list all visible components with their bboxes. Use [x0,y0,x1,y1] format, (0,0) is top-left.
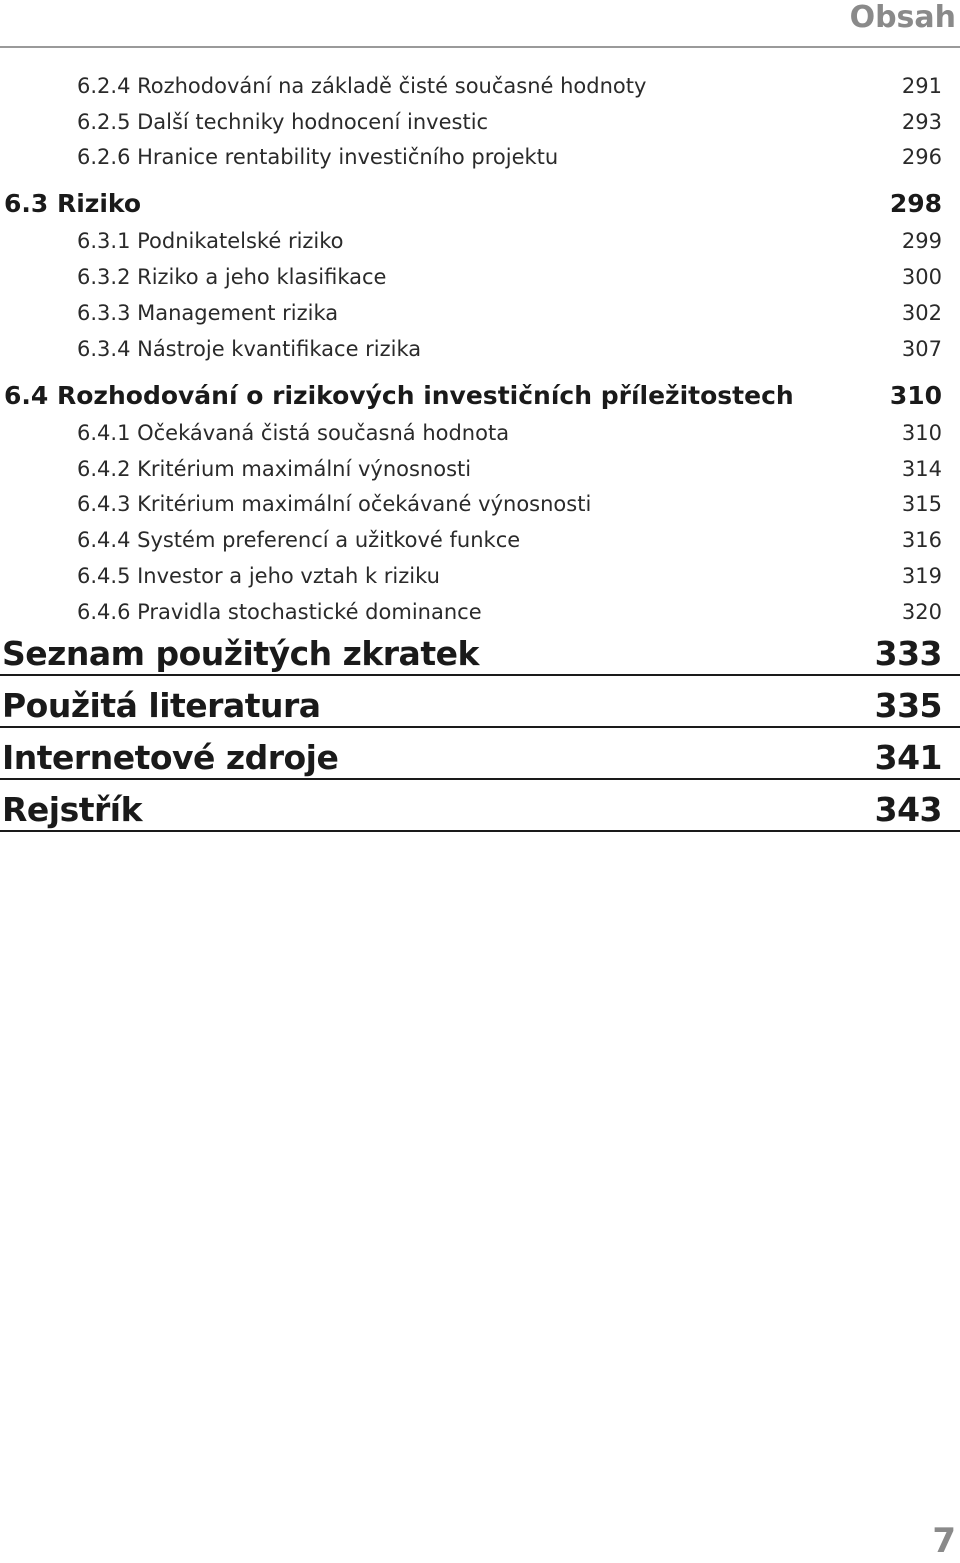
toc-entry-label: 6.3.2 Riziko a jeho klasifikace [77,265,387,289]
toc-entry-page: 320 [901,600,942,624]
toc-entry[interactable] [0,528,960,558]
toc-entry[interactable] [0,337,960,367]
toc-entry-page: 299 [901,229,942,253]
toc-section-label: 6.3 Riziko [4,189,142,218]
toc-chapter-label: Použitá literatura [2,686,321,725]
toc-entry-page: 302 [901,301,942,325]
toc-chapter[interactable] [0,686,960,728]
toc-chapter-page: 335 [874,686,942,725]
toc-entry-label: 6.4.4 Systém preferencí a užitkové funkce [77,528,521,552]
page-number: 7 [932,1521,956,1561]
toc-entry[interactable] [0,110,960,140]
toc-chapter-page: 343 [874,790,942,829]
toc-entry[interactable] [0,229,960,259]
toc-chapter-label: Rejstřík [2,790,143,829]
toc-entry-page: 300 [901,265,942,289]
toc-entry-page: 296 [901,145,942,169]
toc-entry-page: 307 [901,337,942,361]
toc-section[interactable] [0,189,960,223]
toc-entry[interactable] [0,492,960,522]
toc-entry-label: 6.4.2 Kritérium maximální výnosnosti [77,457,472,481]
toc-chapter-label: Internetové zdroje [2,738,339,777]
toc-section-label: 6.4 Rozhodování o rizikových investičních příležitostech [4,381,794,410]
toc-entry-page: 316 [901,528,942,552]
toc-chapter[interactable] [0,790,960,832]
toc-entry[interactable] [0,564,960,594]
toc-entry-page: 319 [901,564,942,588]
toc-entry-label: 6.2.5 Další techniky hodnocení investic [77,110,489,134]
toc-entry-page: 293 [901,110,942,134]
toc-entry[interactable] [0,301,960,331]
toc-entry[interactable] [0,145,960,175]
toc-entry-page: 314 [901,457,942,481]
toc-entry-label: 6.4.5 Investor a jeho vztah k riziku [77,564,440,588]
toc-section-page: 310 [889,381,942,410]
header-divider [0,46,960,48]
toc-section[interactable] [0,381,960,415]
toc-entry-label: 6.4.3 Kritérium maximální očekávané výnosnosti [77,492,592,516]
toc-chapter[interactable] [0,738,960,780]
toc-entry-page: 315 [901,492,942,516]
toc-entry-label: 6.3.1 Podnikatelské riziko [77,229,344,253]
toc-entry-page: 291 [901,74,942,98]
toc-entry[interactable] [0,457,960,487]
section-title: Obsah [849,0,956,35]
toc-section-page: 298 [889,189,942,218]
toc-entry-page: 310 [901,421,942,445]
toc-chapter[interactable] [0,634,960,676]
toc-entry[interactable] [0,421,960,451]
toc-entry-label: 6.3.3 Management rizika [77,301,339,325]
toc-entry[interactable] [0,265,960,295]
toc-chapter-page: 341 [874,738,942,777]
toc-entry-label: 6.2.4 Rozhodování na základě čisté současné hodnoty [77,74,647,98]
toc-entry-label: 6.4.1 Očekávaná čistá současná hodnota [77,421,510,445]
toc-entry-label: 6.2.6 Hranice rentability investičního projektu [77,145,559,169]
toc-entry[interactable] [0,74,960,104]
toc-chapter-label: Seznam použitých zkratek [2,634,479,673]
toc-entry[interactable] [0,600,960,630]
toc-entry-label: 6.3.4 Nástroje kvantifikace rizika [77,337,422,361]
toc-chapter-page: 333 [874,634,942,673]
toc-entry-label: 6.4.6 Pravidla stochastické dominance [77,600,482,624]
